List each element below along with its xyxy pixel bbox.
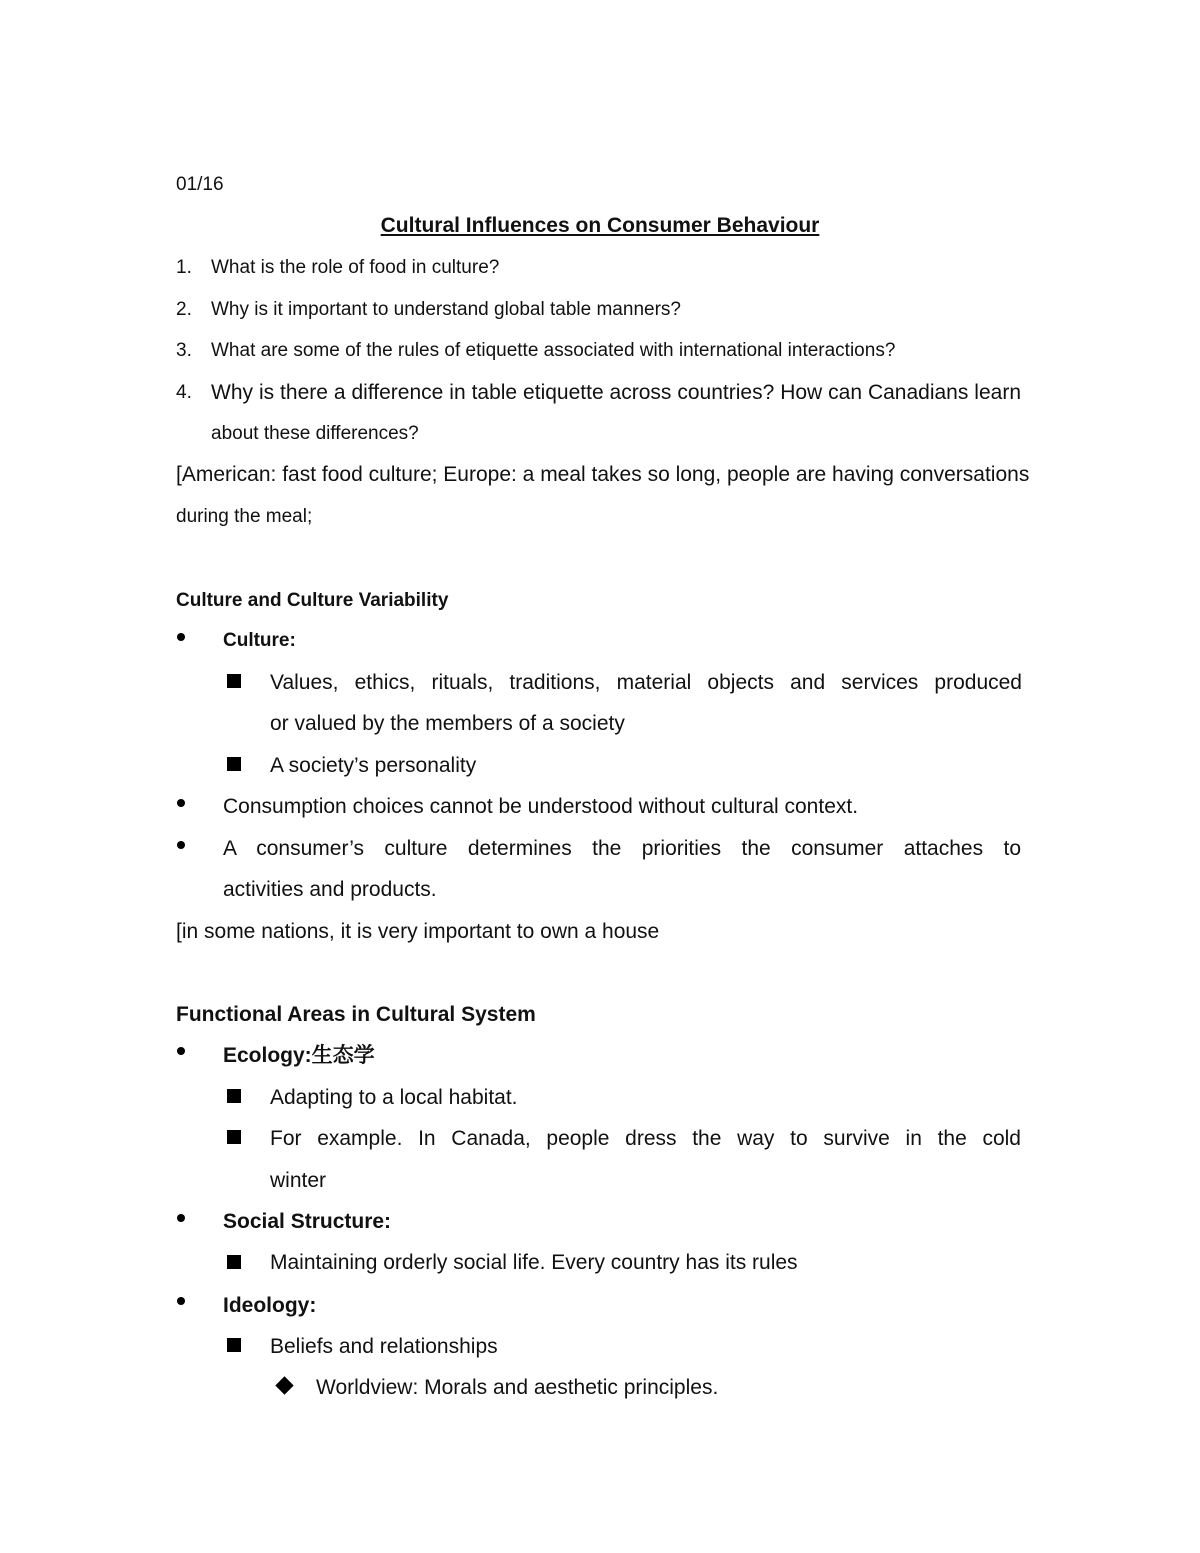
bullet-text: Consumption choices cannot be understood without cultural context. bbox=[223, 795, 859, 818]
square-bullet-icon bbox=[227, 1130, 241, 1144]
square-bullet-icon bbox=[227, 1338, 241, 1352]
question-number: 1. bbox=[176, 257, 192, 278]
bullet-icon bbox=[177, 841, 185, 849]
sub-bullet-text: A society’s personality bbox=[270, 754, 477, 777]
square-bullet-icon bbox=[227, 757, 241, 771]
square-bullet-icon bbox=[227, 1089, 241, 1103]
note-text: [in some nations, it is very important to own a house bbox=[176, 920, 660, 943]
bullet-icon bbox=[177, 1297, 185, 1305]
bullet-icon bbox=[177, 799, 185, 807]
note-text-continued: during the meal; bbox=[176, 506, 313, 527]
bullet-label: Culture: bbox=[223, 630, 296, 651]
question-number: 2. bbox=[176, 299, 192, 320]
bullet-text: A consumer’s culture determines the priorities the consumer attaches to bbox=[223, 837, 1021, 860]
question-number: 4. bbox=[176, 382, 192, 403]
sub-bullet-text-continued: winter bbox=[270, 1169, 327, 1192]
sub-bullet-text-continued: or valued by the members of a society bbox=[270, 712, 625, 735]
bullet-icon bbox=[177, 633, 185, 641]
question-number: 3. bbox=[176, 340, 192, 361]
question-text: What are some of the rules of etiquette associated with international interactions? bbox=[211, 340, 896, 361]
square-bullet-icon bbox=[227, 674, 241, 688]
sub-bullet-text: Values, ethics, rituals, traditions, material objects and services produced bbox=[270, 671, 1022, 694]
square-bullet-icon bbox=[227, 1255, 241, 1269]
question-text: Why is it important to understand global table manners? bbox=[211, 299, 681, 320]
bullet-label: Ideology: bbox=[223, 1294, 317, 1317]
bullet-label: Ecology:生态学 bbox=[223, 1044, 375, 1067]
date: 01/16 bbox=[176, 174, 224, 195]
note-text: [American: fast food culture; Europe: a meal takes so long, people are having conversations bbox=[176, 463, 1030, 486]
question-text: Why is there a difference in table etiquette across countries? How can Canadians learn bbox=[211, 381, 1021, 404]
bullet-icon bbox=[177, 1047, 185, 1055]
diamond-bullet-icon bbox=[275, 1376, 293, 1394]
sub-bullet-text: For example. In Canada, people dress the way to survive in the cold bbox=[270, 1127, 1021, 1150]
sub-bullet-text: Maintaining orderly social life. Every country has its rules bbox=[270, 1251, 798, 1274]
question-text-continued: about these differences? bbox=[211, 423, 419, 444]
document-title: Cultural Influences on Consumer Behaviour bbox=[380, 214, 820, 237]
sub-sub-bullet-text: Worldview: Morals and aesthetic principles. bbox=[316, 1376, 719, 1399]
section-heading: Culture and Culture Variability bbox=[176, 590, 449, 611]
sub-bullet-text: Adapting to a local habitat. bbox=[270, 1086, 518, 1109]
bullet-icon bbox=[177, 1214, 185, 1222]
question-text: What is the role of food in culture? bbox=[211, 257, 500, 278]
sub-bullet-text: Beliefs and relationships bbox=[270, 1335, 498, 1358]
bullet-text-continued: activities and products. bbox=[223, 878, 437, 901]
bullet-label: Social Structure: bbox=[223, 1210, 392, 1233]
section-heading: Functional Areas in Cultural System bbox=[176, 1003, 536, 1026]
